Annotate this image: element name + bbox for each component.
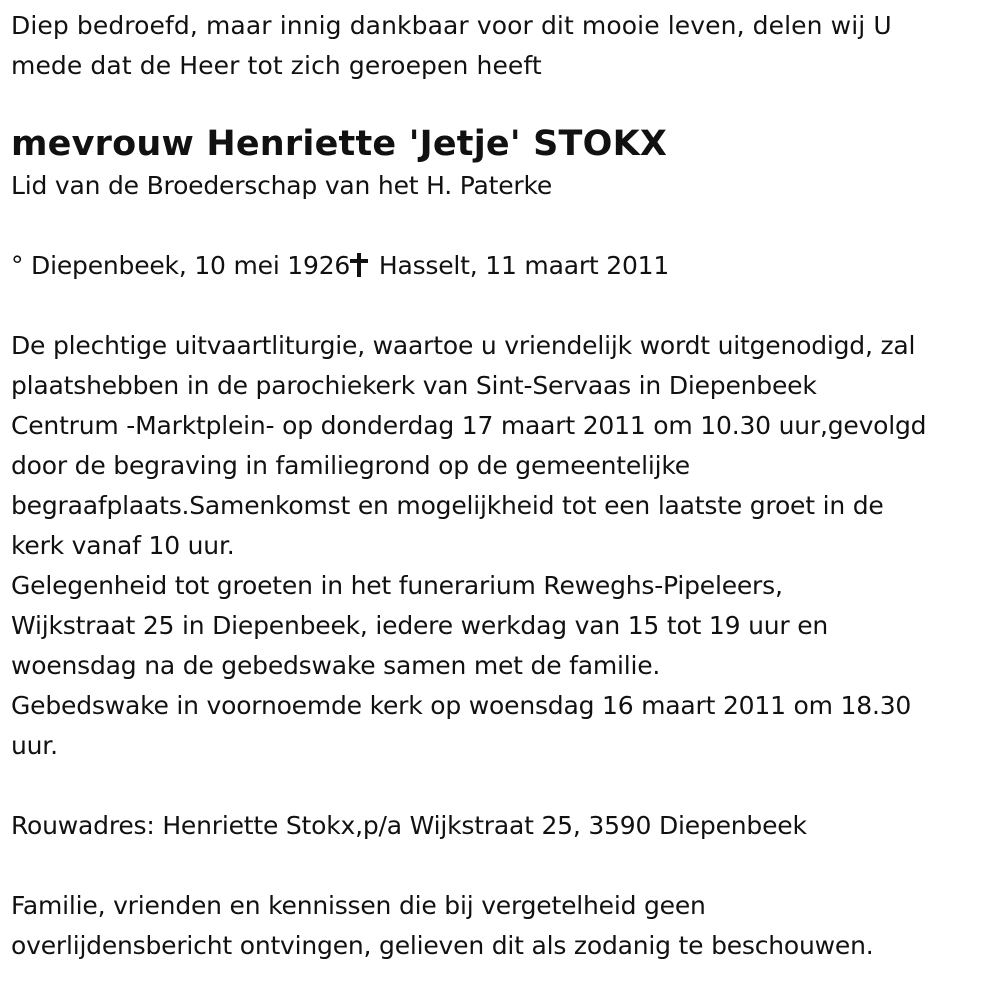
death-date: Hasselt, 11 maart 2011	[371, 251, 670, 280]
closing-line: overlijdensbericht ontvingen, gelieven dit als zodanig te beschouwen.	[11, 931, 874, 960]
details-line: door de begraving in familiegrond op de gemeentelijke	[11, 451, 690, 480]
death-notice	[11, 6, 996, 966]
details-line: uur.	[11, 731, 58, 760]
details-line: begraafplaats.Samenkomst en mogelijkheid tot een laatste groet in de	[11, 491, 884, 520]
life-dates	[11, 246, 996, 286]
funeral-details	[11, 326, 996, 766]
spacer	[11, 286, 996, 326]
details-line: woensdag na de gebedswake samen met de familie.	[11, 651, 661, 680]
intro-line: mede dat de Heer tot zich geroepen heeft	[11, 51, 542, 80]
mourning-address: Rouwadres: Henriette Stokx,p/a Wijkstraat 25, 3590 Diepenbeek	[11, 811, 807, 840]
deceased-name: mevrouw Henriette 'Jetje' STOKX	[11, 124, 668, 164]
details-line: Gelegenheid tot groeten in het funerarium Reweghs-Pipeleers,	[11, 571, 783, 600]
details-line: Centrum -Marktplein- op donderdag 17 maart 2011 om 10.30 uur,gevolgd	[11, 411, 927, 440]
details-line: De plechtige uitvaartliturgie, waartoe u vriendelijk wordt uitgenodigd, zal	[11, 331, 916, 360]
details-line: plaatshebben in de parochiekerk van Sint-Servaas in Diepenbeek	[11, 371, 817, 400]
details-line: kerk vanaf 10 uur.	[11, 531, 235, 560]
birth-date: ° Diepenbeek, 10 mei 1926	[11, 251, 351, 280]
details-line: Wijkstraat 25 in Diepenbeek, iedere werkdag van 15 tot 19 uur en	[11, 611, 829, 640]
spacer	[11, 206, 996, 246]
closing-line: Familie, vrienden en kennissen die bij vergetelheid geen	[11, 891, 706, 920]
cross-icon	[350, 253, 368, 277]
spacer	[11, 846, 996, 886]
spacer	[11, 766, 996, 806]
affiliation: Lid van de Broederschap van het H. Paterke	[11, 171, 553, 200]
details-line: Gebedswake in voornoemde kerk op woensdag 16 maart 2011 om 18.30	[11, 691, 912, 720]
intro-line: Diep bedroefd, maar innig dankbaar voor dit mooie leven, delen wij U	[11, 11, 892, 40]
